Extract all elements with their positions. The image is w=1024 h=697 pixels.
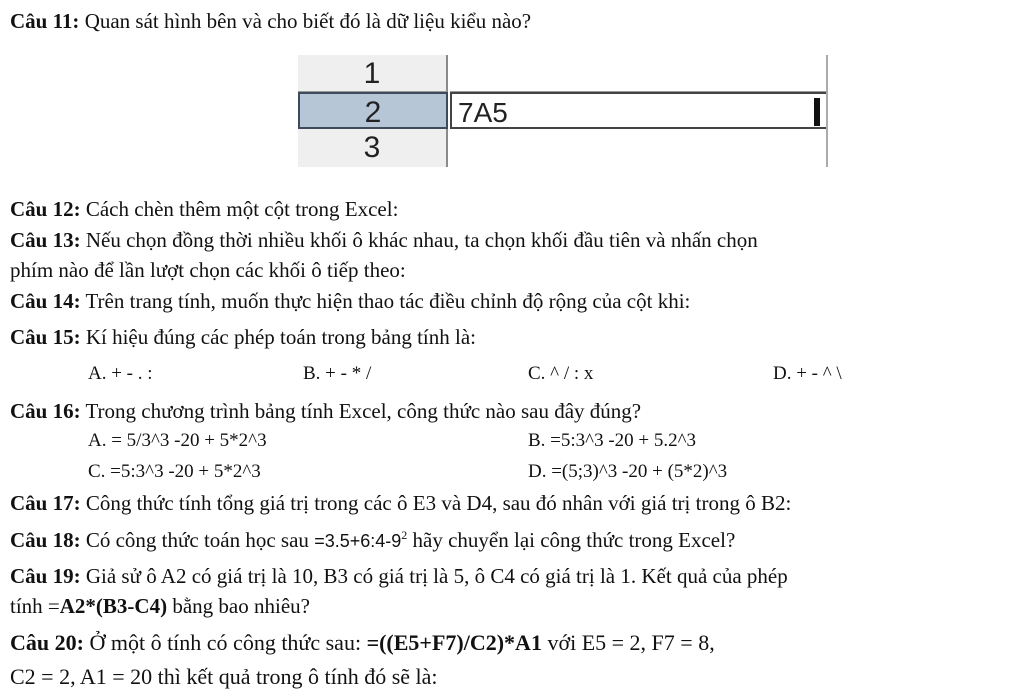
question-number: Câu 19: — [10, 564, 81, 588]
question-text: Có công thức toán học sau — [80, 528, 315, 552]
question-15 — [10, 324, 476, 350]
q16-option-c: C. =5:3^3 -20 + 5*2^3 — [88, 461, 261, 482]
question-number: Câu 17: — [10, 491, 81, 515]
question-text: phím nào để lần lượt chọn các khối ô tiếp theo: — [10, 258, 406, 282]
exponent: 2 — [401, 528, 408, 542]
question-14 — [10, 288, 690, 314]
question-text: Nếu chọn đồng thời nhiều khối ô khác nhau, ta chọn khối đầu tiên và nhấn chọn — [80, 228, 758, 252]
question-number: Câu 14: — [10, 289, 81, 313]
question-17 — [10, 490, 791, 516]
question-number: Câu 20: — [10, 630, 84, 655]
question-12 — [10, 196, 398, 222]
question-20 — [10, 630, 715, 656]
question-text: Giả sử ô A2 có giá trị là 10, B3 có giá trị là 5, ô C4 có giá trị là 1. Kết quả của phép — [80, 564, 788, 588]
cell-value: 7A5 — [458, 97, 508, 128]
column-divider — [826, 55, 828, 167]
question-19 — [10, 563, 788, 589]
formula: A2*(B3-C4) — [59, 594, 168, 618]
question-text: Cách chèn thêm một cột trong Excel: — [80, 197, 399, 221]
question-13 — [10, 227, 758, 253]
row-header-3: 3 — [298, 129, 448, 167]
q15-option-c: C. ^ / : x — [528, 363, 594, 384]
question-18 — [10, 527, 735, 554]
question-text: Kí hiệu đúng các phép toán trong bảng tính là: — [80, 325, 476, 349]
question-text: tính = — [10, 594, 60, 618]
question-text-end: hãy chuyển lại công thức trong Excel? — [407, 528, 736, 552]
question-number: Câu 15: — [10, 325, 81, 349]
question-19-cont — [10, 593, 310, 619]
row-header-2: 2 — [298, 92, 448, 129]
question-text-end: với E5 = 2, F7 = 8, — [541, 630, 715, 655]
q16-option-a: A. = 5/3^3 -20 + 5*2^3 — [88, 430, 267, 451]
formula: =((E5+F7)/C2)*A1 — [366, 630, 542, 655]
question-20-cont — [10, 664, 438, 690]
q16-option-b: B. =5:3^3 -20 + 5.2^3 — [528, 430, 697, 451]
question-number: Câu 13: — [10, 228, 81, 252]
q16-option-d: D. =(5;3)^3 -20 + (5*2)^3 — [528, 461, 728, 482]
cell-row-1 — [450, 55, 828, 92]
question-text: Ở một ô tính có công thức sau: — [83, 630, 367, 655]
question-16 — [10, 398, 641, 424]
question-text: Quan sát hình bên và cho biết đó là dữ liệu kiểu nào? — [79, 9, 532, 33]
question-number: Câu 18: — [10, 528, 81, 552]
question-11 — [10, 8, 531, 34]
cell-row-2 — [450, 92, 828, 129]
question-text: Trong chương trình bảng tính Excel, công thức nào sau đây đúng? — [80, 399, 642, 423]
row-header-1: 1 — [298, 55, 448, 92]
cell-row-3 — [450, 129, 828, 167]
text-cursor-icon — [814, 98, 820, 126]
math-formula: =3.5+6:4-9 — [314, 531, 402, 551]
question-number: Câu 11: — [10, 9, 80, 33]
q15-option-d: D. + - ^ \ — [773, 363, 842, 384]
question-text: C2 = 2, A1 = 20 thì kết quả trong ô tính đó sẽ là: — [10, 664, 438, 689]
q15-option-a: A. + - . : — [88, 363, 153, 384]
question-13-cont — [10, 257, 406, 283]
question-text: Trên trang tính, muốn thực hiện thao tác điều chỉnh độ rộng của cột khi: — [80, 289, 691, 313]
question-number: Câu 12: — [10, 197, 81, 221]
question-text: Công thức tính tổng giá trị trong các ô E3 và D4, sau đó nhân với giá trị trong ô B2: — [80, 491, 792, 515]
question-text-end: bằng bao nhiêu? — [167, 594, 310, 618]
q15-option-b: B. + - * / — [303, 363, 372, 384]
question-number: Câu 16: — [10, 399, 81, 423]
spreadsheet-snippet — [298, 55, 830, 167]
